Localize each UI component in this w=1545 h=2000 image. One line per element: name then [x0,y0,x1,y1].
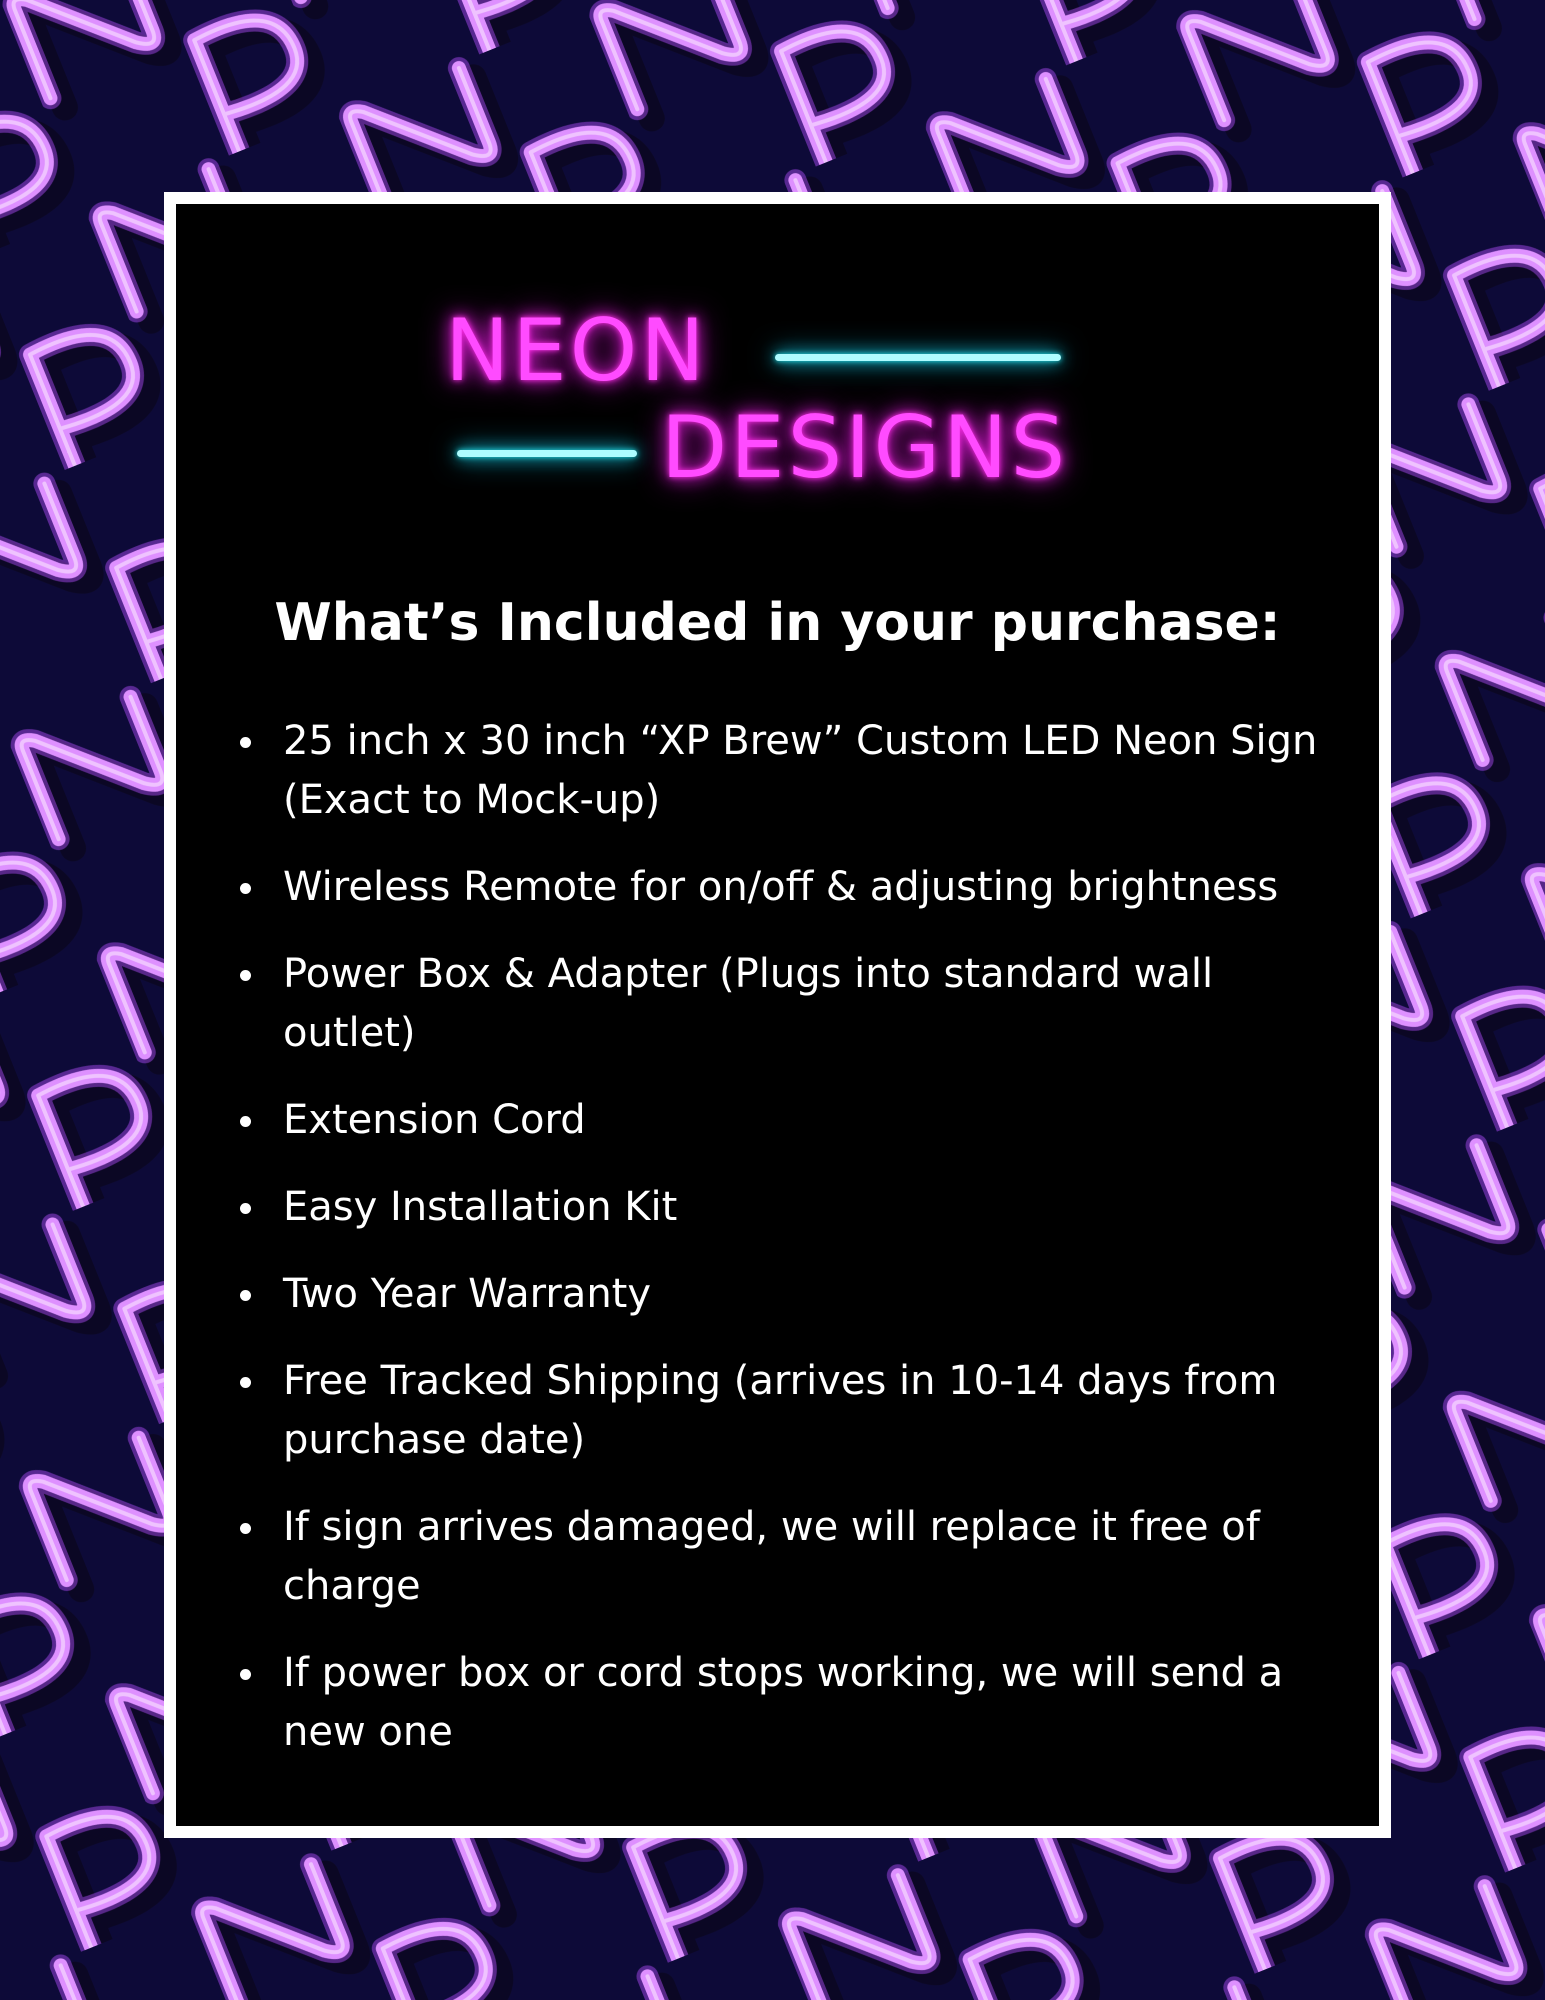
logo-word-neon: NEON [445,301,708,401]
list-item-text: If sign arrives damaged, we will replace it free of charge [283,1504,1260,1609]
bullet-icon [240,970,251,981]
logo-neon-line-bottom [457,450,637,457]
list-item [232,712,1352,830]
bullet-icon [240,883,251,894]
list-item [232,858,1352,917]
page-heading: What’s Included in your purchase: [274,593,1281,653]
list-item-text: If power box or cord stops working, we will send a new one [283,1650,1284,1755]
list-item-text: 25 inch x 30 inch “XP Brew” Custom LED Neon Sign (Exact to Mock-up) [283,718,1318,823]
bullet-icon [240,1377,251,1388]
bullet-icon [240,1669,251,1680]
bullet-icon [240,1116,251,1127]
list-item-text: Free Tracked Shipping (arrives in 10-14 days from purchase date) [283,1358,1278,1463]
neon-designs-logo [425,290,1095,520]
included-items-list [232,712,1352,1790]
list-item-text: Two Year Warranty [283,1271,652,1317]
logo-neon-line-top [775,354,1061,361]
list-item [232,1498,1352,1616]
list-item [232,1644,1352,1762]
list-item-text: Extension Cord [283,1097,586,1143]
list-item-text: Wireless Remote for on/off & adjusting brightness [283,864,1279,910]
list-item [232,1352,1352,1470]
list-item [232,1178,1352,1237]
list-item [232,945,1352,1063]
bullet-icon [240,737,251,748]
bullet-icon [240,1523,251,1534]
list-item-text: Power Box & Adapter (Plugs into standard wall outlet) [283,951,1214,1056]
bullet-icon [240,1290,251,1301]
bullet-icon [240,1203,251,1214]
list-item-text: Easy Installation Kit [283,1184,678,1230]
list-item [232,1091,1352,1150]
logo-word-designs: DESIGNS [661,398,1069,498]
list-item [232,1265,1352,1324]
